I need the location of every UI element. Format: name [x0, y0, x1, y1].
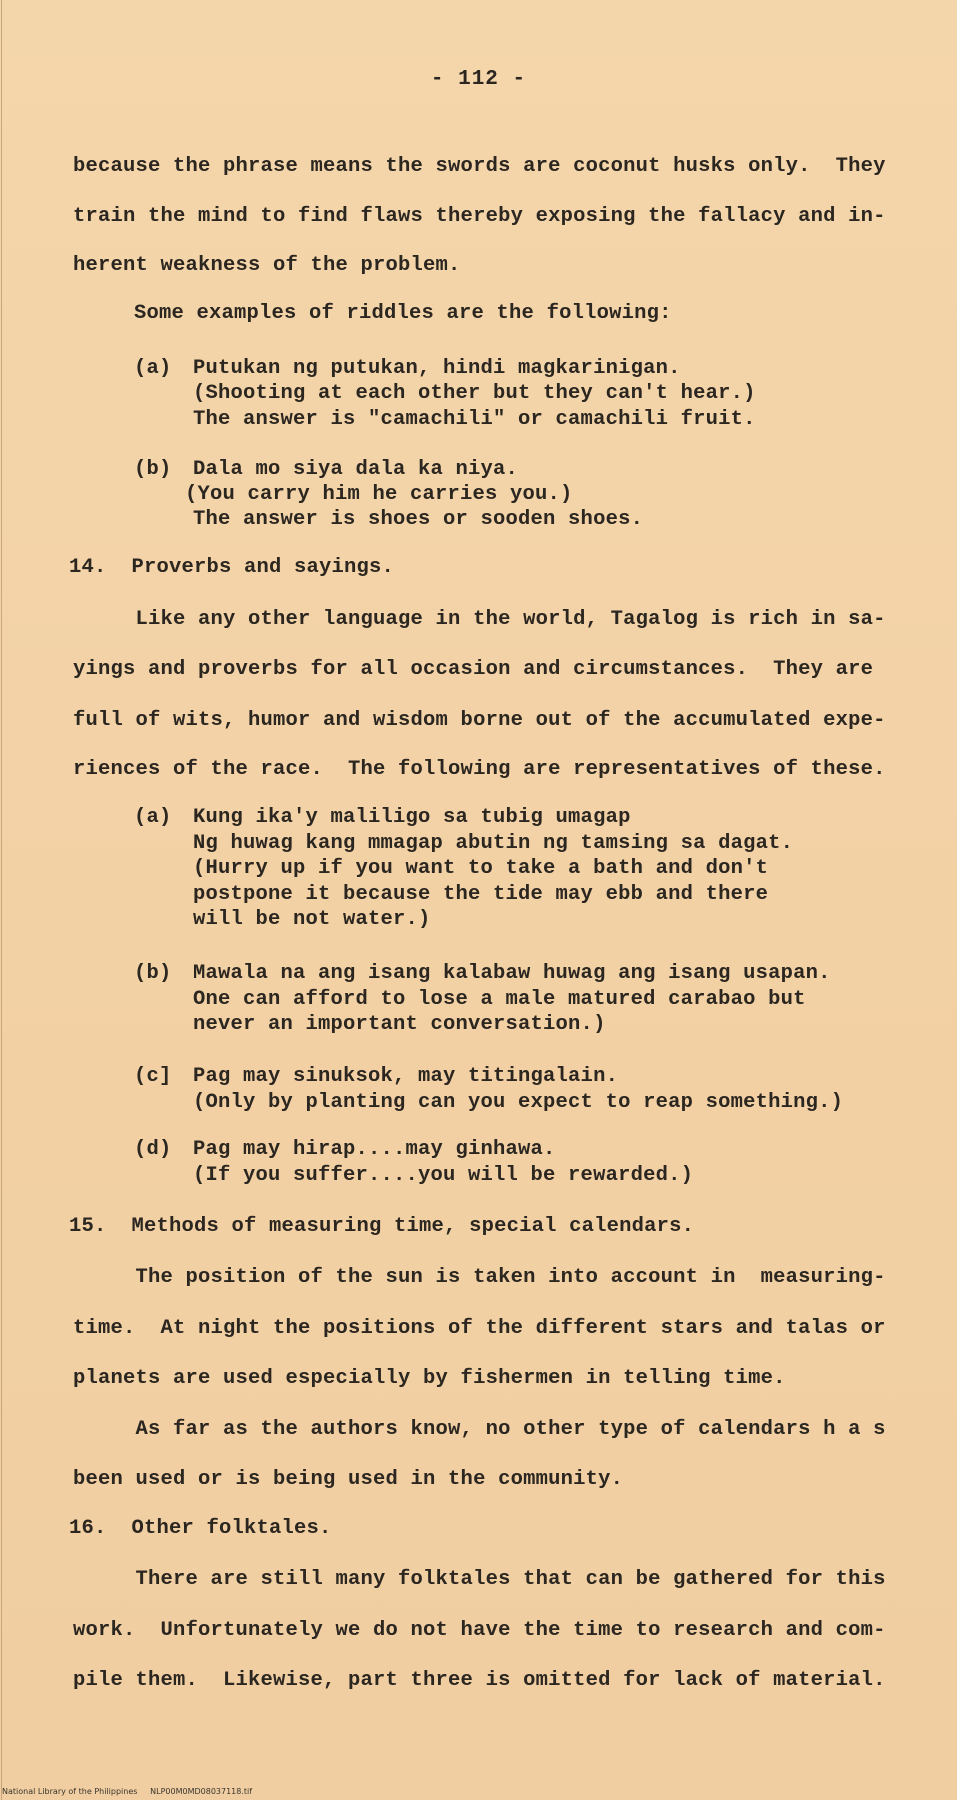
riddle-a-line-1: Putukan ng putukan, hindi magkarinigan. — [193, 357, 681, 380]
para15a-line-1: The position of the sun is taken into account in measuring- — [73, 1266, 886, 1289]
page-number: - 112 - — [430, 68, 527, 91]
section-16-heading: 16. Other folktales. — [69, 1517, 332, 1540]
proverb-a-line-1: Kung ika'y maliligo sa tubig umagap — [193, 806, 631, 829]
para14-line-1: Like any other language in the world, Tagalog is rich in sa- — [73, 608, 886, 631]
proverb-c-label: (c] — [134, 1065, 172, 1088]
para14-line-4: riences of the race. The following are representatives of these. — [73, 758, 886, 781]
para1-line-1: because the phrase means the swords are coconut husks only. They — [73, 155, 886, 178]
riddle-b-line-2: (You carry him he carries you.) — [185, 483, 573, 506]
para1-line-2: train the mind to find flaws thereby exposing the fallacy and in- — [73, 205, 886, 228]
proverb-b-line-1: Mawala na ang isang kalabaw huwag ang isang usapan. — [193, 962, 831, 985]
proverb-b-line-2: One can afford to lose a male matured carabao but — [193, 988, 806, 1011]
para15a-line-3: planets are used especially by fishermen in telling time. — [73, 1367, 786, 1390]
proverb-a-label: (a) — [134, 806, 172, 829]
para14-line-3: full of wits, humor and wisdom borne out of the accumulated expe- — [73, 709, 886, 732]
proverb-a-line-5: will be not water.) — [193, 908, 431, 931]
scan-footer: National Library of the Philippines NLP00M0MD08037118.tif — [2, 1787, 253, 1796]
riddle-b-line-1: Dala mo siya dala ka niya. — [193, 458, 519, 481]
proverb-c-line-1: Pag may sinuksok, may titingalain. — [193, 1065, 619, 1088]
proverb-a-line-2: Ng huwag kang mmagap abutin ng tamsing sa dagat. — [193, 832, 794, 855]
proverb-b-label: (b) — [134, 962, 172, 985]
scan-edge — [1, 0, 2, 1800]
riddle-a-line-2: (Shooting at each other but they can't hear.) — [193, 382, 756, 405]
riddle-a-label: (a) — [134, 357, 172, 380]
para14-line-2: yings and proverbs for all occasion and circumstances. They are — [73, 658, 874, 681]
para16-line-1: There are still many folktales that can be gathered for this — [73, 1568, 886, 1591]
para15b-line-1: As far as the authors know, no other type of calendars h a s — [73, 1418, 886, 1441]
para16-line-2: work. Unfortunately we do not have the time to research and com- — [73, 1619, 886, 1642]
riddle-b-label: (b) — [134, 458, 172, 481]
proverb-d-line-1: Pag may hirap....may ginhawa. — [193, 1138, 556, 1161]
para15b-line-2: been used or is being used in the community. — [73, 1468, 624, 1491]
riddles-intro: Some examples of riddles are the following: — [134, 302, 672, 325]
section-14-heading: 14. Proverbs and sayings. — [69, 556, 395, 579]
para16-line-3: pile them. Likewise, part three is omitted for lack of material. — [73, 1669, 886, 1692]
proverb-d-label: (d) — [134, 1138, 172, 1161]
proverb-c-line-2: (Only by planting can you expect to reap something.) — [193, 1091, 844, 1114]
proverb-b-line-3: never an important conversation.) — [193, 1013, 606, 1036]
riddle-a-line-3: The answer is "camachili" or camachili fruit. — [193, 408, 756, 431]
proverb-a-line-3: (Hurry up if you want to take a bath and don't — [193, 857, 769, 880]
proverb-a-line-4: postpone it because the tide may ebb and there — [193, 883, 769, 906]
section-15-heading: 15. Methods of measuring time, special calendars. — [69, 1215, 695, 1238]
riddle-b-line-3: The answer is shoes or sooden shoes. — [193, 508, 644, 531]
para1-line-3: herent weakness of the problem. — [73, 254, 461, 277]
proverb-d-line-2: (If you suffer....you will be rewarded.) — [193, 1164, 694, 1187]
para15a-line-2: time. At night the positions of the different stars and talas or — [73, 1317, 886, 1340]
